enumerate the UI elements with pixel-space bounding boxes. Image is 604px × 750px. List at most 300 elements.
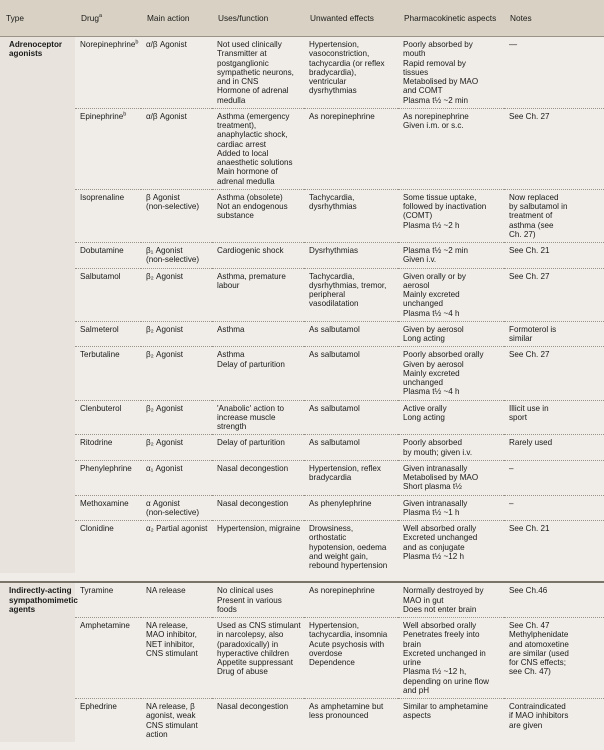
cell-line: Asthma bbox=[217, 324, 245, 334]
cell-line: hyperactive children bbox=[217, 648, 289, 658]
main-action-cell bbox=[141, 521, 212, 574]
cell-line: Main hormone of bbox=[217, 167, 278, 177]
table-row bbox=[0, 435, 604, 461]
cell-line: As salbutamol bbox=[309, 324, 360, 334]
drug-name: Dobutamine bbox=[80, 246, 124, 255]
cell-line: See Ch. 27 bbox=[509, 271, 550, 281]
cell-line: 'Anabolic' action to bbox=[217, 403, 284, 413]
pharmacokinetics-cell bbox=[398, 189, 504, 242]
cell-line: Similar to amphetamine bbox=[403, 702, 489, 711]
group-separator-cell bbox=[0, 573, 604, 582]
cell-line: Asthma (emergency bbox=[217, 111, 290, 121]
main-action-cell bbox=[141, 321, 212, 347]
cell-line: Plasma t½ ~4 h bbox=[403, 308, 460, 318]
table-row bbox=[0, 268, 604, 321]
cell-line: by mouth; given i.v. bbox=[403, 447, 473, 457]
cell-line: (paradoxically) in bbox=[217, 639, 279, 649]
cell-line: Poorly absorbed by bbox=[403, 40, 473, 49]
cell-line: Illicit use in bbox=[509, 403, 549, 413]
header-uses: Uses/function bbox=[212, 0, 304, 37]
cell-line: β₂ Agonist bbox=[146, 324, 184, 334]
uses-cell bbox=[212, 699, 304, 743]
cell-line: As norepinephrine bbox=[309, 111, 375, 121]
drug-name-cell bbox=[75, 460, 141, 495]
cell-line: Does not enter brain bbox=[403, 604, 477, 614]
cell-line: bradycardia bbox=[309, 473, 352, 482]
cell-line: α₂ Partial agonist bbox=[146, 524, 208, 533]
drug-name: Phenylephrine bbox=[80, 463, 132, 473]
cell-line: aspects bbox=[403, 711, 431, 721]
drug-name: Clonidine bbox=[80, 524, 114, 533]
cell-line: As norepinephrine bbox=[403, 111, 469, 121]
cell-line: (non-selective) bbox=[146, 255, 200, 265]
cell-line: substance bbox=[217, 211, 254, 221]
main-action-cell bbox=[141, 495, 212, 521]
cell-line: dysrhythmias bbox=[309, 202, 357, 211]
cell-line: vasoconstriction, bbox=[309, 49, 370, 59]
table-row bbox=[0, 521, 604, 574]
cell-line: depending on urine flow bbox=[403, 676, 489, 686]
cell-line: see Ch. 47) bbox=[509, 667, 551, 677]
cell-line: Given i.m. or s.c. bbox=[403, 121, 464, 130]
drug-name: Amphetamine bbox=[80, 621, 130, 630]
group-separator bbox=[0, 573, 604, 582]
uses-cell bbox=[212, 582, 304, 617]
drug-name: Methoxamine bbox=[80, 498, 129, 508]
cell-line: and pH bbox=[403, 685, 430, 695]
table-row bbox=[0, 618, 604, 699]
cell-line: Given by aerosol bbox=[403, 324, 464, 334]
cell-line: medulla bbox=[217, 95, 246, 105]
cell-line: Transmitter at bbox=[217, 49, 267, 59]
cell-line: As norepinephrine bbox=[309, 586, 375, 596]
notes-cell bbox=[504, 189, 604, 242]
cell-line: Tachycardia, bbox=[309, 271, 355, 281]
cell-line: (non-selective) bbox=[146, 202, 200, 211]
cell-line: foods bbox=[217, 604, 237, 614]
cell-line: unchanged bbox=[403, 378, 444, 387]
uses-cell bbox=[212, 495, 304, 521]
pharmacokinetics-cell bbox=[398, 699, 504, 743]
drug-footnote: b bbox=[123, 111, 127, 118]
cell-line: Cardiogenic shock bbox=[217, 246, 284, 255]
notes-cell bbox=[504, 521, 604, 574]
cell-line: CNS stimulant bbox=[146, 648, 198, 658]
uses-cell bbox=[212, 189, 304, 242]
uses-cell bbox=[212, 460, 304, 495]
main-action-cell bbox=[141, 347, 212, 400]
pharmacokinetics-cell bbox=[398, 618, 504, 699]
cell-line: tachycardia, insomnia bbox=[309, 630, 388, 640]
cell-line: Normally destroyed by bbox=[403, 586, 484, 596]
cell-line: NA release bbox=[146, 586, 186, 596]
drug-name: Isoprenaline bbox=[80, 192, 125, 202]
cell-line: – bbox=[509, 498, 514, 508]
drug-class-label: Adrenoceptor agonists bbox=[0, 37, 75, 574]
drug-name: Norepinephrine bbox=[80, 40, 136, 49]
cell-line: Asthma, premature bbox=[217, 271, 286, 281]
cell-line: Contraindicated bbox=[509, 702, 566, 711]
cell-line: Not an endogenous bbox=[217, 202, 288, 211]
cell-line: Appetite suppressant bbox=[217, 658, 294, 667]
unwanted-effects-cell bbox=[304, 460, 398, 495]
cell-line: Drowsiness, bbox=[309, 524, 354, 533]
unwanted-effects-cell bbox=[304, 699, 398, 743]
drug-name-cell bbox=[75, 268, 141, 321]
cell-line: by salbutamol in bbox=[509, 202, 568, 211]
cell-line: Excreted unchanged in bbox=[403, 648, 486, 658]
cell-line: tachycardia (or reflex bbox=[309, 58, 385, 68]
cell-line: Nasal decongestion bbox=[217, 463, 289, 473]
cell-line: Penetrates freely into bbox=[403, 630, 480, 640]
uses-cell bbox=[212, 108, 304, 189]
cell-line: and as conjugate bbox=[403, 542, 465, 552]
cell-line: similar bbox=[509, 334, 533, 343]
notes-cell bbox=[504, 268, 604, 321]
drug-name: Ritodrine bbox=[80, 438, 113, 448]
cell-line: Given intranasally bbox=[403, 498, 468, 508]
cell-line: for CNS effects; bbox=[509, 658, 566, 667]
cell-line: Ch. 27) bbox=[509, 229, 536, 239]
table-row bbox=[0, 108, 604, 189]
cell-line: Some tissue uptake, bbox=[403, 192, 477, 202]
cell-line: Mainly excreted bbox=[403, 368, 460, 378]
cell-line: Plasma t½ ~2 min bbox=[403, 246, 469, 255]
uses-cell bbox=[212, 400, 304, 435]
drug-name-cell bbox=[75, 347, 141, 400]
notes-cell bbox=[504, 400, 604, 435]
cell-line: NA release, bbox=[146, 621, 188, 630]
cell-line: Now replaced bbox=[509, 192, 559, 202]
cell-line: Hypertension, bbox=[309, 621, 359, 630]
cell-line: labour bbox=[217, 280, 240, 290]
cell-line: NET inhibitor, bbox=[146, 639, 195, 649]
cell-line: No clinical uses bbox=[217, 586, 274, 596]
cell-line: As phenylephrine bbox=[309, 498, 372, 508]
cell-line: Given intranasally bbox=[403, 463, 468, 473]
cell-line: Well absorbed orally bbox=[403, 524, 477, 533]
pharmacokinetics-cell bbox=[398, 108, 504, 189]
drug-class-label: Indirectly-acting sympathomimetic agents bbox=[0, 582, 75, 742]
main-action-cell bbox=[141, 268, 212, 321]
cell-line: and COMT bbox=[403, 86, 443, 96]
header-type: Type bbox=[0, 0, 75, 37]
uses-cell bbox=[212, 618, 304, 699]
cell-line: postganglionic bbox=[217, 58, 269, 68]
cell-line: strength bbox=[217, 422, 247, 431]
uses-cell bbox=[212, 243, 304, 269]
main-action-cell bbox=[141, 460, 212, 495]
drug-name-cell bbox=[75, 435, 141, 461]
notes-cell bbox=[504, 243, 604, 269]
cell-line: vasodilatation bbox=[309, 299, 359, 309]
main-action-cell bbox=[141, 400, 212, 435]
cell-line: β₂ Agonist bbox=[146, 350, 184, 360]
cell-line: α/β Agonist bbox=[146, 111, 187, 121]
cell-line: Delay of parturition bbox=[217, 438, 285, 448]
cell-line: treatment), bbox=[217, 121, 257, 130]
main-action-cell bbox=[141, 699, 212, 743]
cell-line: α₁ Agonist bbox=[146, 463, 183, 473]
cell-line: anaesthetic solutions bbox=[217, 158, 293, 167]
cell-line: Rarely used bbox=[509, 438, 553, 448]
cell-line: As salbutamol bbox=[309, 403, 360, 413]
table-row bbox=[0, 400, 604, 435]
notes-cell bbox=[504, 108, 604, 189]
pharmacokinetics-cell bbox=[398, 243, 504, 269]
main-action-cell bbox=[141, 435, 212, 461]
cell-line: agonist, weak bbox=[146, 711, 196, 721]
cell-line: Hypertension, migraine bbox=[217, 524, 301, 533]
cell-line: bradycardia), bbox=[309, 67, 357, 77]
table-row bbox=[0, 189, 604, 242]
pharmacokinetics-cell bbox=[398, 460, 504, 495]
notes-cell bbox=[504, 699, 604, 743]
cell-line: Added to local bbox=[217, 148, 269, 158]
unwanted-effects-cell bbox=[304, 347, 398, 400]
cell-line: Short plasma t½ bbox=[403, 482, 462, 492]
cell-line: Plasma t½ ~4 h bbox=[403, 387, 460, 397]
cell-line: Metabolised by MAO bbox=[403, 473, 479, 482]
drug-name: Epinephrine bbox=[80, 111, 124, 121]
pharmacokinetics-cell bbox=[398, 400, 504, 435]
drug-name-cell bbox=[75, 582, 141, 617]
table-row bbox=[0, 460, 604, 495]
header-unwanted: Unwanted effects bbox=[304, 0, 398, 37]
unwanted-effects-cell bbox=[304, 37, 398, 109]
cell-line: and weight gain, bbox=[309, 551, 368, 561]
pharmacokinetics-cell bbox=[398, 347, 504, 400]
cell-line: NA release, β bbox=[146, 702, 195, 711]
cell-line: See Ch. 27 bbox=[509, 350, 550, 360]
cell-line: β Agonist bbox=[146, 192, 180, 202]
pharmacokinetics-cell bbox=[398, 435, 504, 461]
cell-line: and atomoxetine bbox=[509, 639, 569, 649]
cell-line: increase muscle bbox=[217, 412, 276, 422]
notes-cell bbox=[504, 460, 604, 495]
unwanted-effects-cell bbox=[304, 521, 398, 574]
cell-line: Mainly excreted bbox=[403, 290, 460, 299]
main-action-cell bbox=[141, 243, 212, 269]
notes-cell bbox=[504, 582, 604, 617]
cell-line: Given by aerosol bbox=[403, 359, 464, 369]
main-action-cell bbox=[141, 108, 212, 189]
cell-line: — bbox=[509, 40, 518, 49]
cell-line: orthostatic bbox=[309, 533, 347, 543]
uses-cell bbox=[212, 521, 304, 574]
cell-line: Present in various bbox=[217, 595, 282, 605]
notes-cell bbox=[504, 347, 604, 400]
cell-line: cardiac arrest bbox=[217, 139, 267, 149]
drug-name-cell bbox=[75, 108, 141, 189]
cell-line: Delay of parturition bbox=[217, 359, 285, 369]
drug-name: Tyramine bbox=[80, 586, 114, 596]
table-body bbox=[0, 37, 604, 743]
cell-line: (COMT) bbox=[403, 211, 433, 221]
cell-line: Plasma t½ ~1 h bbox=[403, 507, 460, 517]
unwanted-effects-cell bbox=[304, 108, 398, 189]
cell-line: Dysrhythmias bbox=[309, 246, 359, 255]
main-action-cell bbox=[141, 582, 212, 617]
unwanted-effects-cell bbox=[304, 243, 398, 269]
cell-line: peripheral bbox=[309, 290, 345, 299]
cell-line: Poorly absorbed bbox=[403, 438, 462, 448]
cell-line: anaphylactic shock, bbox=[217, 130, 288, 140]
cell-line: β₂ Agonist bbox=[146, 403, 184, 413]
drug-name-cell bbox=[75, 521, 141, 574]
table-row bbox=[0, 321, 604, 347]
cell-line: dysrhythmias bbox=[309, 86, 357, 96]
cell-line: dysrhythmias, tremor, bbox=[309, 280, 387, 290]
cell-line: are given bbox=[509, 720, 543, 730]
notes-cell bbox=[504, 495, 604, 521]
cell-line: followed by inactivation bbox=[403, 202, 487, 211]
cell-line: Well absorbed orally bbox=[403, 621, 477, 630]
cell-line: and in CNS bbox=[217, 77, 259, 86]
cell-line: Asthma bbox=[217, 350, 245, 360]
pharmacokinetics-cell bbox=[398, 495, 504, 521]
drug-name-cell bbox=[75, 618, 141, 699]
drug-name: Salmeterol bbox=[80, 324, 119, 334]
cell-line: Plasma t½ ~12 h, bbox=[403, 667, 467, 677]
pharmacokinetics-cell bbox=[398, 321, 504, 347]
cell-line: unchanged bbox=[403, 299, 444, 309]
unwanted-effects-cell bbox=[304, 400, 398, 435]
cell-line: Dependence bbox=[309, 658, 355, 667]
cell-line: overdose bbox=[309, 648, 343, 658]
cell-line: Long acting bbox=[403, 412, 445, 422]
cell-line: Plasma t½ ~2 min bbox=[403, 95, 469, 105]
drug-name: Ephedrine bbox=[80, 702, 117, 711]
cell-line: CNS stimulant bbox=[146, 720, 198, 730]
drug-name: Salbutamol bbox=[80, 271, 121, 281]
cell-line: if MAO inhibitors bbox=[509, 711, 569, 721]
cell-line: Methylphenidate bbox=[509, 630, 569, 640]
unwanted-effects-cell bbox=[304, 435, 398, 461]
cell-line: (non-selective) bbox=[146, 507, 200, 517]
cell-line: Used as CNS stimulant bbox=[217, 621, 301, 630]
pharmacokinetics-cell bbox=[398, 37, 504, 109]
cell-line: Plasma t½ ~12 h bbox=[403, 551, 464, 561]
cell-line: are similar (used bbox=[509, 648, 569, 658]
cell-line: Given i.v. bbox=[403, 255, 437, 265]
cell-line: As amphetamine but bbox=[309, 702, 384, 711]
cell-line: asthma (see bbox=[509, 220, 554, 230]
cell-line: Drug of abuse bbox=[217, 667, 268, 677]
cell-line: tissues bbox=[403, 67, 429, 77]
cell-line: Formoterol is bbox=[509, 324, 557, 334]
cell-line: Hypertension, reflex bbox=[309, 463, 381, 473]
unwanted-effects-cell bbox=[304, 495, 398, 521]
notes-cell bbox=[504, 618, 604, 699]
header-main-action: Main action bbox=[141, 0, 212, 37]
main-action-cell bbox=[141, 189, 212, 242]
drug-name-cell bbox=[75, 189, 141, 242]
cell-line: Rapid removal by bbox=[403, 58, 466, 68]
unwanted-effects-cell bbox=[304, 268, 398, 321]
cell-line: sympathetic neurons, bbox=[217, 67, 294, 77]
cell-line: MAO in gut bbox=[403, 595, 444, 605]
cell-line: See Ch. 47 bbox=[509, 621, 550, 630]
main-action-cell bbox=[141, 618, 212, 699]
notes-cell bbox=[504, 37, 604, 109]
pharmacokinetics-cell bbox=[398, 268, 504, 321]
drug-name-cell bbox=[75, 37, 141, 109]
drug-name-cell bbox=[75, 699, 141, 743]
cell-line: Long acting bbox=[403, 334, 445, 343]
cell-line: brain bbox=[403, 639, 421, 649]
pharmacokinetics-cell bbox=[398, 521, 504, 574]
cell-line: See Ch. 21 bbox=[509, 246, 550, 255]
header-notes: Notes bbox=[504, 0, 604, 37]
unwanted-effects-cell bbox=[304, 582, 398, 617]
cell-line: sport bbox=[509, 412, 527, 422]
table-header bbox=[0, 0, 604, 37]
drug-name: Clenbuterol bbox=[80, 403, 122, 413]
cell-line: – bbox=[509, 463, 514, 473]
cell-line: rebound hypertension bbox=[309, 561, 388, 570]
header-drug-footnote: a bbox=[98, 12, 103, 19]
header-drug: Drug$^a$ bbox=[75, 0, 141, 37]
cell-line: ventricular bbox=[309, 77, 347, 86]
cell-line: See Ch. 27 bbox=[509, 111, 550, 121]
cell-line: Poorly absorbed orally bbox=[403, 350, 484, 360]
cell-line: hypotension, oedema bbox=[309, 542, 387, 552]
cell-line: Tachycardia, bbox=[309, 192, 355, 202]
uses-cell bbox=[212, 321, 304, 347]
cell-line: Not used clinically bbox=[217, 40, 282, 49]
uses-cell bbox=[212, 435, 304, 461]
drug-name-cell bbox=[75, 495, 141, 521]
cell-line: β₂ Agonist bbox=[146, 271, 184, 281]
cell-line: α/β Agonist bbox=[146, 40, 187, 49]
cell-line: β₁ Agonist bbox=[146, 246, 183, 255]
header-pk: Pharmacokinetic aspects bbox=[398, 0, 504, 37]
cell-line: urine bbox=[403, 658, 421, 667]
cell-line: α Agonist bbox=[146, 498, 180, 508]
main-action-cell bbox=[141, 37, 212, 109]
cell-line: adrenal medulla bbox=[217, 176, 275, 186]
drug-footnote: b bbox=[135, 39, 139, 46]
table-row bbox=[0, 582, 604, 617]
cell-line: mouth bbox=[403, 49, 426, 59]
table-row bbox=[0, 347, 604, 400]
table-row bbox=[0, 699, 604, 743]
table-row bbox=[0, 243, 604, 269]
cell-line: aerosol bbox=[403, 280, 430, 290]
cell-line: See Ch.46 bbox=[509, 586, 548, 596]
cell-line: Nasal decongestion bbox=[217, 498, 289, 508]
table-row bbox=[0, 37, 604, 109]
cell-line: Given orally or by bbox=[403, 271, 466, 281]
uses-cell bbox=[212, 347, 304, 400]
uses-cell bbox=[212, 268, 304, 321]
cell-line: As salbutamol bbox=[309, 438, 360, 448]
cell-line: Acute psychosis with bbox=[309, 639, 385, 649]
cell-line: in narcolepsy, also bbox=[217, 630, 284, 640]
table-row bbox=[0, 495, 604, 521]
unwanted-effects-cell bbox=[304, 618, 398, 699]
cell-line: β₂ Agonist bbox=[146, 438, 184, 448]
drug-name-cell bbox=[75, 243, 141, 269]
cell-line: action bbox=[146, 729, 168, 739]
cell-line: Hormone of adrenal bbox=[217, 86, 289, 96]
cell-line: Hypertension, bbox=[309, 40, 359, 49]
drug-name-cell bbox=[75, 321, 141, 347]
cell-line: Asthma (obsolete) bbox=[217, 192, 283, 202]
cell-line: less pronounced bbox=[309, 711, 369, 721]
pharmacokinetics-cell bbox=[398, 582, 504, 617]
